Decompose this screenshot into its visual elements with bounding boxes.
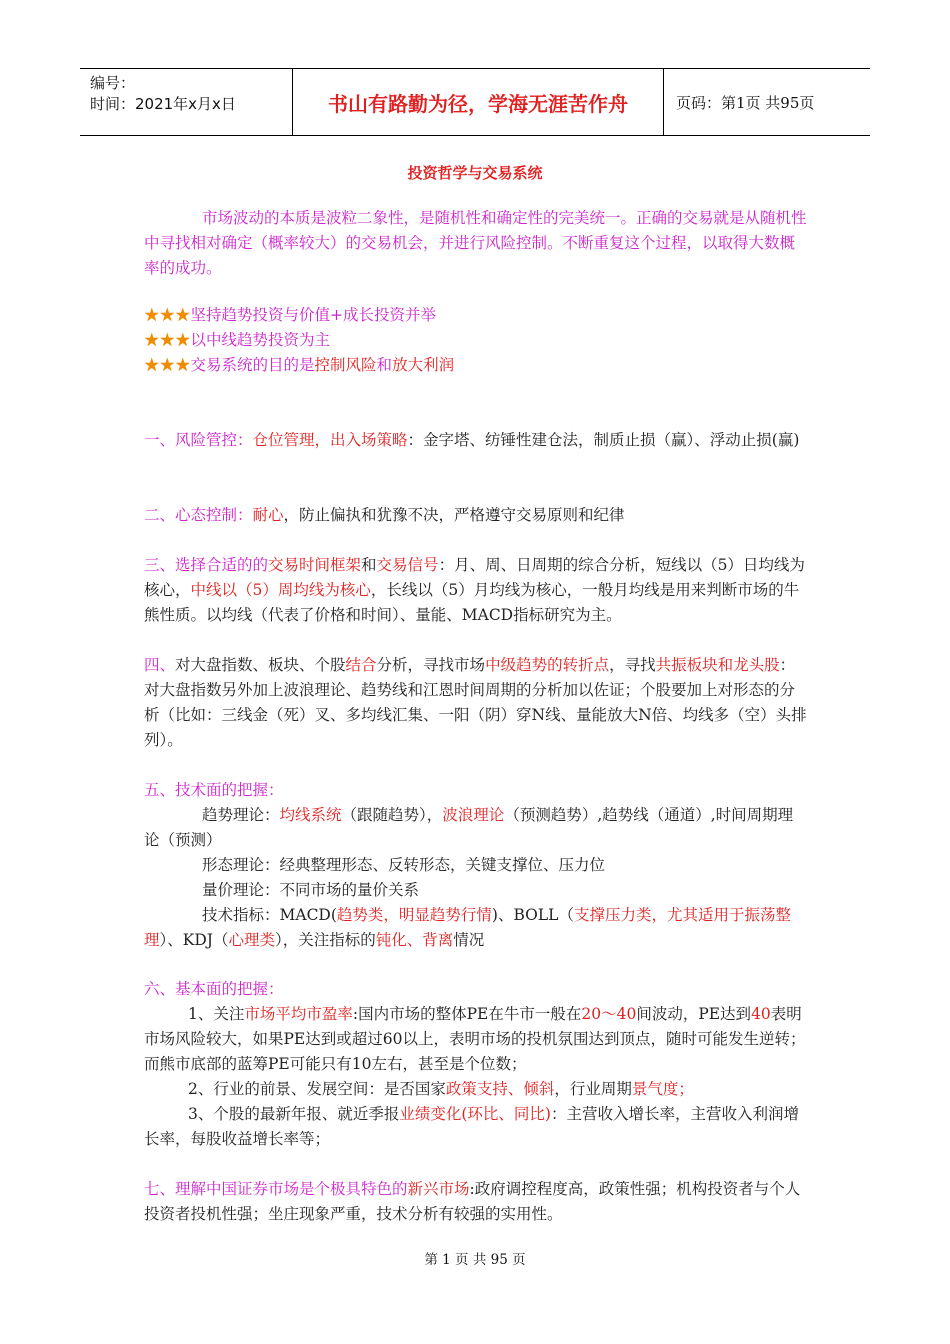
header-id-label: 编号： — [90, 74, 136, 92]
intro-paragraph: 市场波动的本质是波粒二象性，是随机性和确定性的完美统一。正确的交易就是从随机性中寻找相对确定（概率较大）的交易机会，并进行风险控制。不断重复这个过程，以取得大数概率的成功。 — [144, 209, 807, 277]
section-6-item-1: 1、关注市场平均市盈率:国内市场的整体PE在牛市一般在20～40间波动，PE达到40表明市场风险较大，如果PE达到或超过60以上，表明市场的投机氛围达到顶点，随时可能发生逆转；而熊市底部的蓝筹PE可能只有10左右，甚至是个位数； — [144, 1005, 806, 1073]
principle-3: ★★★交易系统的目的是控制风险和放大利润 — [144, 356, 455, 374]
section-6-item-3: 3、个股的最新年报、就近季报业绩变化(环比、同比)：主营收入增长率，主营收入利润增长率，每股收益增长率等； — [144, 1105, 799, 1148]
section-5-trend: 趋势理论：均线系统（跟随趋势），波浪理论（预测趋势）,趋势线（通道）,时间周期理论（预测） — [144, 806, 794, 849]
section-5-pattern: 形态理论：经典整理形态、反转形态，关键支撑位、压力位 — [202, 856, 606, 874]
header-motto: 书山有路勤为径，学海无涯苦作舟 — [293, 69, 664, 135]
page-footer: 第 1 页 共 95 页 — [424, 1252, 526, 1268]
section-5-heading: 五、技术面的把握： — [144, 781, 284, 799]
section-6-item-2: 2、行业的前景、发展空间：是否国家政策支持、倾斜，行业周期景气度； — [188, 1080, 694, 1098]
page-header — [80, 68, 870, 136]
section-6-heading: 六、基本面的把握： — [144, 980, 284, 998]
header-date-label: 时间：2021年x月x日 — [90, 95, 236, 113]
star-icons: ★★★ — [144, 306, 191, 324]
principle-2: ★★★以中线趋势投资为主 — [144, 331, 331, 349]
star-icons: ★★★ — [144, 331, 191, 349]
principle-1: ★★★坚持趋势投资与价值+成长投资并举 — [144, 306, 437, 324]
section-7: 七、理解中国证券市场是个极具特色的新兴市场:政府调控程度高，政策性强；机构投资者与个人投资者投机性强；坐庄现象严重，技术分析有较强的实用性。 — [144, 1180, 801, 1223]
header-meta — [80, 69, 293, 135]
section-3: 三、选择合适的的交易时间框架和交易信号：月、周、日周期的综合分析，短线以（5）日均线为核心，中线以（5）周均线为核心，长线以（5）月均线为核心，一般月均线是用来判断市场的牛熊性质。以均线（代表了价格和时间）、量能、MACD指标研究为主。 — [144, 556, 805, 624]
section-5-indicators: 技术指标：MACD(趋势类，明显趋势行情)、BOLL（支撑压力类，尤其适用于振荡整理）、KDJ（心理类），关注指标的钝化、背离情况 — [144, 906, 791, 949]
document-title: 投资哲学与交易系统 — [407, 164, 543, 182]
section-4: 四、对大盘指数、板块、个股结合分析，寻找市场中级趋势的转折点，寻找共振板块和龙头股：对大盘指数另外加上波浪理论、趋势线和江恩时间周期的分析加以佐证；个股要加上对形态的分析（比如：三线金（死）叉、多均线汇集、一阳（阴）穿N线、量能放大N倍、均线多（空）头排列）。 — [144, 656, 807, 749]
section-1: 一、风险管控：仓位管理，出入场策略：金字塔、纺锤性建仓法，制质止损（赢）、浮动止损(赢) — [144, 431, 800, 449]
star-icons: ★★★ — [144, 356, 191, 374]
section-2: 二、心态控制：耐心，防止偏执和犹豫不决，严格遵守交易原则和纪律 — [144, 506, 625, 524]
header-page-info: 页码：第1页 共95页 — [676, 93, 815, 112]
section-5-volume: 量价理论：不同市场的量价关系 — [202, 881, 420, 899]
